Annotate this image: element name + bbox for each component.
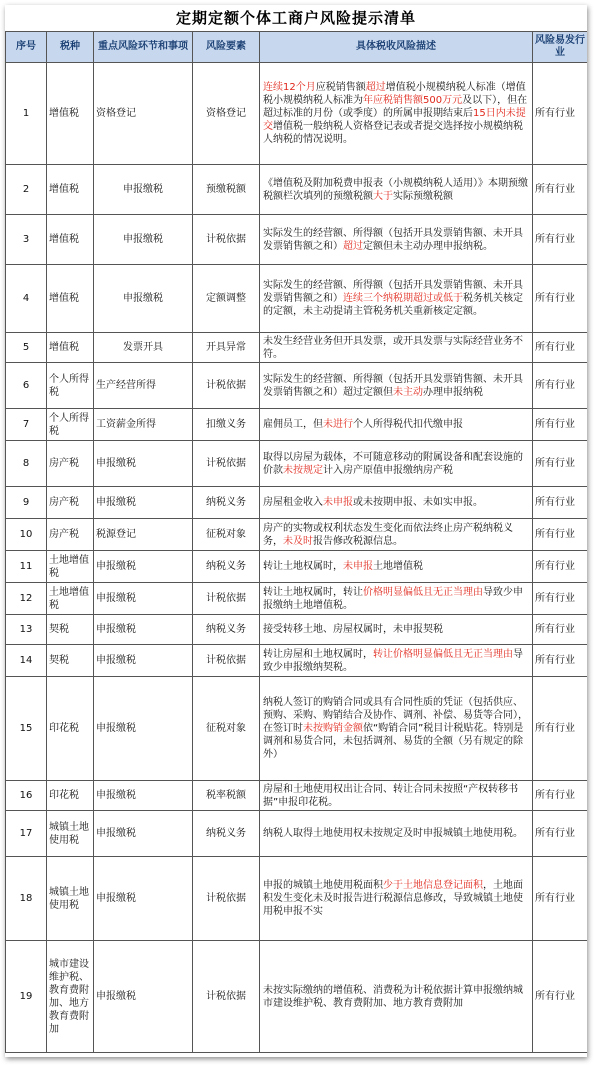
risk-description [260,519,533,551]
risk-description [260,63,533,165]
description-text: 申报的城镇土地使用税面积 [263,880,383,891]
description-text: 接受转移土地、房屋权属时，未申报契税 [263,624,443,635]
risk-description [260,583,533,615]
highlighted-text: 未主动 [393,386,423,398]
table-row [6,409,588,441]
risk-stage: 申报缴税 [94,165,193,215]
row-number: 10 [6,519,47,551]
description-text: 取得以房屋为载体，不可随意移动的附属设备和配套设施的价款 [263,451,523,476]
row-number: 1 [6,63,47,165]
description-text: 未发生经营业务但开具发票，或开具发票与实际经营业务不符。 [263,335,523,360]
description-text: 实际发生的经营额、所得额（包括开具发票销售额、未开具发票销售额之和） [263,280,523,304]
risk-list-sheet [5,5,587,1057]
description-text: 及以下），但在超过标准的月份（或季度）的所属申报期结束后 [263,95,528,119]
risk-stage: 申报缴税 [94,811,193,857]
risk-description [260,409,533,441]
table-row [6,941,588,1053]
risk-stage: 申报缴税 [94,857,193,941]
row-number: 11 [6,551,47,583]
tax-type: 契税 [47,615,94,645]
highlighted-text: 超过 [343,240,363,252]
row-number: 5 [6,333,47,363]
row-number: 2 [6,165,47,215]
description-text: 导致少申报缴纳土地增值税。 [263,586,523,611]
industry: 所有行业 [533,333,588,363]
table-row [6,165,588,215]
risk-stage: 申报缴税 [94,441,193,487]
risk-stage: 生产经营所得 [94,363,193,409]
industry: 所有行业 [533,165,588,215]
risk-stage: 申报缴税 [94,487,193,519]
risk-description [260,857,533,941]
table-row [6,441,588,487]
row-number: 3 [6,215,47,265]
description-text: 依“购销合同”税目计税贴花。特别是调剂和易货合同，未包括调剂、易货的全额（另有规定的除外） [263,723,524,760]
highlighted-text: 未申报 [323,497,353,508]
tax-type: 增值税 [47,333,94,363]
table-row [6,487,588,519]
risk-description [260,215,533,265]
risk-element: 纳税义务 [193,487,260,519]
risk-description [260,811,533,857]
risk-description [260,441,533,487]
description-text: 实际发生的经营额、所得额（包括开具发票销售额、未开具发票销售额之和）超过定额但 [263,373,523,398]
highlighted-text: 年应税销售额500万元 [363,95,463,106]
risk-description [260,551,533,583]
description-text: 导致少申报缴纳契税。 [263,648,523,673]
risk-element: 征税对象 [193,519,260,551]
description-text: 土地增值税 [373,561,423,572]
risk-description [260,363,533,409]
risk-stage: 申报缴税 [94,941,193,1053]
row-number: 14 [6,645,47,677]
description-text: 房屋和土地使用权出让合同、转让合同未按照“产权转移书据”申报印花税。 [263,783,519,808]
risk-stage: 申报缴税 [94,265,193,333]
risk-stage: 申报缴税 [94,677,193,781]
tax-type: 印花税 [47,781,94,811]
description-text: 或未按期申报、未如实申报。 [353,497,483,508]
industry: 所有行业 [533,645,588,677]
risk-stage: 税源登记 [94,519,193,551]
risk-stage: 申报缴税 [94,645,193,677]
description-text: 定额但未主动办理申报纳税。 [363,240,493,252]
row-number: 7 [6,409,47,441]
highlighted-text: 未进行 [323,419,353,430]
table-body [6,63,588,1053]
industry: 所有行业 [533,941,588,1053]
page-title: 定期定额个体工商户风险提示清单 [175,9,416,27]
risk-stage: 申报缴税 [94,781,193,811]
tax-type: 个人所得税 [47,409,94,441]
table-header-row [6,32,588,63]
row-number: 9 [6,487,47,519]
industry: 所有行业 [533,519,588,551]
risk-description [260,333,533,363]
description-text: 雇佣员工，但 [263,419,323,430]
description-text: ，土地面积发生变化未及时报告进行税源信息修改，导致城镇土地使用税申报不实 [263,880,523,917]
description-text: 增值税小规模纳税人标准（增值税小规模纳税人标准为 [263,82,526,106]
table-row [6,781,588,811]
header-risk: 风险要素 [193,32,260,63]
risk-description [260,677,533,781]
table-row [6,583,588,615]
tax-type: 增值税 [47,265,94,333]
highlighted-text: 未及时 [283,535,313,547]
row-number: 13 [6,615,47,645]
highlighted-text: 未按购销金额 [303,723,363,734]
description-text: 纳税人签订的购销合同或具有合同性质的凭证（包括供应、预购、采购、购销结合及协作、调剂、补偿、易货等合同），在签订时 [263,697,528,734]
risk-description [260,487,533,519]
description-text: 增值税一般纳税人资格登记表或者提交选择按小规模纳税人纳税的情况说明。 [263,121,523,145]
table-row [6,215,588,265]
row-number: 15 [6,677,47,781]
risk-element: 定额调整 [193,265,260,333]
risk-element: 计税依据 [193,215,260,265]
risk-element: 纳税义务 [193,811,260,857]
risk-element: 扣缴义务 [193,409,260,441]
row-number: 12 [6,583,47,615]
description-text: 个人所得税代扣代缴申报 [353,419,463,430]
description-text: 转让土地权属时，转让 [263,586,363,598]
industry: 所有行业 [533,811,588,857]
risk-element: 预缴税额 [193,165,260,215]
risk-element: 开具异常 [193,333,260,363]
tax-type: 增值税 [47,63,94,165]
industry: 所有行业 [533,781,588,811]
risk-stage: 资格登记 [94,63,193,165]
row-number: 16 [6,781,47,811]
header-stage: 重点风险环节和事项 [94,32,193,63]
tax-type: 增值税 [47,165,94,215]
risk-element: 税率税额 [193,781,260,811]
header-industry: 风险易发行业 [533,32,588,63]
table-row [6,333,588,363]
header-desc: 具体税收风险描述 [260,32,533,63]
tax-type: 房产税 [47,441,94,487]
highlighted-text: 连续三个纳税期超过或低于 [343,293,463,304]
tax-type: 个人所得税 [47,363,94,409]
table-row [6,677,588,781]
tax-type: 房产税 [47,487,94,519]
highlighted-text: 未按规定 [283,464,323,476]
highlighted-text: 转让价格明显偏低且无正当理由 [373,648,513,660]
row-number: 6 [6,363,47,409]
table-row [6,265,588,333]
description-text: 转让土地权属时， [263,561,343,572]
risk-element: 纳税义务 [193,551,260,583]
tax-type: 房产税 [47,519,94,551]
industry: 所有行业 [533,551,588,583]
risk-description [260,265,533,333]
industry: 所有行业 [533,63,588,165]
industry: 所有行业 [533,857,588,941]
header-no: 序号 [6,32,47,63]
risk-description [260,615,533,645]
row-number: 19 [6,941,47,1053]
tax-type: 土地增值税 [47,551,94,583]
risk-description [260,941,533,1053]
risk-element: 计税依据 [193,441,260,487]
highlighted-text: 连续12个月 [263,82,316,93]
risk-stage: 工资薪金所得 [94,409,193,441]
risk-element: 计税依据 [193,583,260,615]
risk-stage: 申报缴税 [94,551,193,583]
risk-element: 计税依据 [193,857,260,941]
description-text: 未按实际缴纳的增值税、消费税为计税依据计算申报缴纳城市建设维护税、教育费附加、地方教育费附加 [263,984,523,1009]
highlighted-text: 价格明显偏低且无正当理由 [363,586,483,598]
industry: 所有行业 [533,583,588,615]
row-number: 4 [6,265,47,333]
description-text: 实际发生的经营额、所得额（包括开具发票销售额、未开具发票销售额之和） [263,227,523,252]
tax-type: 城镇土地使用税 [47,811,94,857]
highlighted-text: 未申报 [343,561,373,572]
tax-type: 印花税 [47,677,94,781]
industry: 所有行业 [533,409,588,441]
risk-table [5,31,587,1053]
industry: 所有行业 [533,363,588,409]
tax-type: 契税 [47,645,94,677]
table-row [6,615,588,645]
table-row [6,645,588,677]
industry: 所有行业 [533,265,588,333]
highlighted-text: 大于 [373,190,393,202]
risk-element: 纳税义务 [193,615,260,645]
risk-stage: 申报缴税 [94,215,193,265]
risk-stage: 申报缴税 [94,583,193,615]
highlighted-text: 15日内未提交 [263,108,526,132]
industry: 所有行业 [533,215,588,265]
tax-type: 城镇土地使用税 [47,857,94,941]
table-row [6,811,588,857]
description-text: 房产的实物或权利状态发生变化而依法终止房产税纳税义务， [263,522,513,547]
industry: 所有行业 [533,677,588,781]
tax-type: 城市建设维护税、教育费附加、地方教育费附加 [47,941,94,1053]
table-row [6,857,588,941]
highlighted-text: 超过 [365,82,386,93]
description-text: 转让房屋和土地权属时， [263,648,373,660]
risk-description [260,645,533,677]
description-text: 纳税人取得土地使用权未按规定及时申报城镇土地使用税。 [263,828,523,839]
industry: 所有行业 [533,487,588,519]
risk-element: 征税对象 [193,677,260,781]
description-text: 报告修改税源信息。 [313,535,403,547]
industry: 所有行业 [533,441,588,487]
risk-element: 计税依据 [193,645,260,677]
row-number: 18 [6,857,47,941]
table-row [6,519,588,551]
industry: 所有行业 [533,615,588,645]
table-row [6,63,588,165]
highlighted-text: 少于土地信息登记面积 [383,880,483,891]
row-number: 17 [6,811,47,857]
tax-type: 增值税 [47,215,94,265]
header-tax: 税种 [47,32,94,63]
risk-stage: 发票开具 [94,333,193,363]
table-row [6,363,588,409]
description-text: 房屋租金收入 [263,497,323,508]
risk-element: 资格登记 [193,63,260,165]
risk-element: 计税依据 [193,363,260,409]
description-text: 《增值税及附加税费申报表（小规模纳税人适用）》本期预缴税额栏次填列的预缴税额 [263,177,528,202]
description-text: 办理申报纳税 [423,386,483,398]
risk-description [260,165,533,215]
description-text: 计入房产原值申报缴纳房产税 [323,464,453,476]
row-number: 8 [6,441,47,487]
description-text: 税务机关核定的定额，未主动提请主管税务机关重新核定定额。 [263,293,523,317]
table-row [6,551,588,583]
description-text: 实际预缴税额 [393,190,453,202]
risk-element: 计税依据 [193,941,260,1053]
tax-type: 土地增值税 [47,583,94,615]
description-text: 应税销售额 [315,82,366,93]
risk-description [260,781,533,811]
risk-stage: 申报缴税 [94,615,193,645]
